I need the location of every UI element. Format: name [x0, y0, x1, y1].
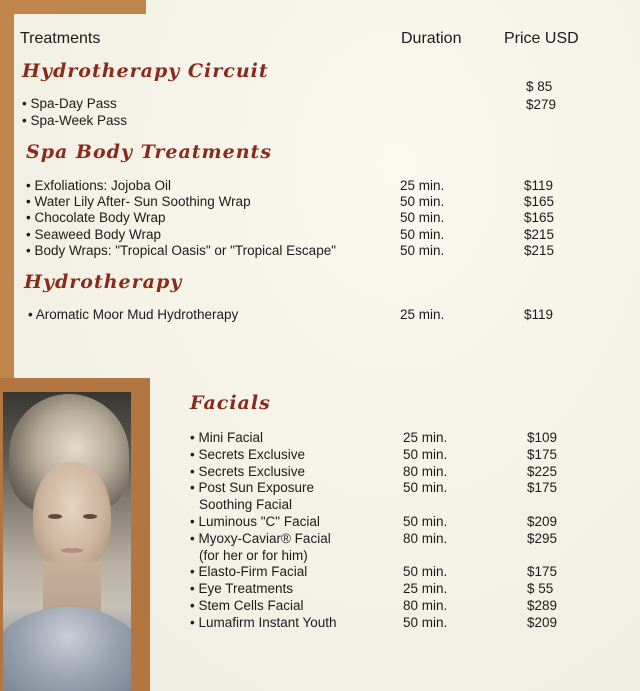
- treatment-name: • Luminous "C" Facial: [190, 514, 320, 529]
- decorative-band: [0, 0, 146, 14]
- treatment-price: $119: [524, 178, 554, 193]
- treatment-name: • Body Wraps: "Tropical Oasis" or "Tropical Escape": [26, 242, 336, 258]
- treatment-price: $175: [527, 480, 558, 496]
- treatment-price: $209: [527, 614, 558, 630]
- treatment-name: • Secrets Exclusive: [190, 446, 306, 462]
- treatment-duration: 80 min.: [403, 463, 448, 479]
- treatment-duration: 50 min.: [403, 446, 448, 462]
- treatment-duration: 50 min.: [400, 226, 445, 242]
- menu-row: [28, 307, 628, 323]
- treatment-name: • Water Lily After- Sun Soothing Wrap: [26, 194, 251, 210]
- treatment-name: • Mini Facial: [190, 430, 263, 445]
- duration-header: Duration: [401, 30, 462, 47]
- treatment-price: $225: [527, 463, 558, 479]
- treatment-duration: 50 min.: [403, 564, 448, 580]
- treatment-duration: 50 min.: [400, 210, 445, 226]
- section-title-spa-body-treatments: Spa Body Treatments: [26, 141, 273, 163]
- menu-row: [190, 480, 640, 496]
- treatment-name: • Stem Cells Facial: [190, 598, 304, 613]
- treatment-duration: 50 min.: [403, 480, 448, 496]
- treatment-name: • Exfoliations: Jojoba Oil: [26, 178, 172, 193]
- treatment-price: $ 85: [526, 79, 553, 94]
- treatment-name: • Aromatic Moor Mud Hydrotherapy: [28, 307, 239, 322]
- treatment-duration: 50 min.: [403, 614, 448, 630]
- treatment-name: • Chocolate Body Wrap: [26, 210, 166, 226]
- menu-row: [190, 615, 640, 631]
- treatment-duration: 25 min.: [400, 178, 445, 193]
- treatment-name: Soothing Facial: [199, 497, 293, 513]
- menu-row: [190, 548, 640, 564]
- menu-row: [26, 194, 626, 210]
- section-title-facials: Facials: [190, 392, 271, 414]
- treatment-duration: 25 min.: [400, 307, 445, 322]
- treatment-name: • Elasto-Firm Facial: [190, 564, 308, 580]
- menu-row: [190, 430, 640, 446]
- menu-row: [26, 178, 626, 194]
- menu-row: [190, 464, 640, 480]
- menu-row: [190, 581, 640, 597]
- treatment-name: (for her or for him): [199, 547, 308, 563]
- treatment-duration: 25 min.: [403, 430, 448, 445]
- menu-row: [26, 243, 626, 259]
- treatment-name: • Myoxy-Caviar® Facial: [190, 530, 331, 546]
- treatment-price: $279: [526, 97, 557, 112]
- menu-row: [26, 227, 626, 243]
- treatment-duration: 50 min.: [400, 242, 445, 258]
- treatment-name: • Seaweed Body Wrap: [26, 226, 162, 242]
- treatment-duration: 80 min.: [403, 530, 448, 546]
- treatment-price: $109: [527, 430, 558, 445]
- menu-row: [190, 497, 640, 513]
- treatment-duration: 80 min.: [403, 598, 448, 613]
- treatment-price: $295: [527, 530, 558, 546]
- treatment-price: $175: [527, 446, 558, 462]
- treatments-header: Treatments: [20, 30, 101, 47]
- treatment-price: $209: [527, 514, 558, 529]
- menu-row: [190, 447, 640, 463]
- treatment-price: $119: [524, 307, 554, 322]
- menu-row: [190, 564, 640, 580]
- treatment-name: • Spa-Week Pass: [22, 113, 128, 128]
- treatment-price: $215: [524, 226, 555, 242]
- treatment-name: • Spa-Day Pass: [22, 96, 117, 111]
- treatment-duration: 25 min.: [403, 581, 448, 597]
- price-header: Price USD: [504, 30, 579, 47]
- treatment-duration: 50 min.: [403, 514, 448, 529]
- menu-row: [26, 210, 626, 226]
- menu-row: [190, 598, 640, 614]
- treatment-name: • Eye Treatments: [190, 581, 294, 597]
- decorative-band: [0, 0, 14, 385]
- model-photo: [3, 392, 131, 691]
- treatment-price: $215: [524, 242, 555, 258]
- treatment-name: • Secrets Exclusive: [190, 463, 306, 479]
- treatment-name: • Post Sun Exposure: [190, 480, 315, 496]
- menu-row: [190, 514, 640, 530]
- treatment-price: $165: [524, 194, 555, 210]
- treatment-price: $ 55: [527, 581, 554, 597]
- section-title-hydrotherapy: Hydrotherapy: [24, 271, 183, 293]
- treatment-name: • Lumafirm Instant Youth: [190, 614, 337, 630]
- treatment-price: $165: [524, 210, 555, 226]
- treatment-duration: 50 min.: [400, 194, 445, 210]
- treatment-price: $175: [527, 564, 558, 580]
- treatment-price: $289: [527, 598, 558, 613]
- menu-row: [190, 531, 640, 547]
- section-title-hydrotherapy-circuit: Hydrotherapy Circuit: [22, 60, 269, 82]
